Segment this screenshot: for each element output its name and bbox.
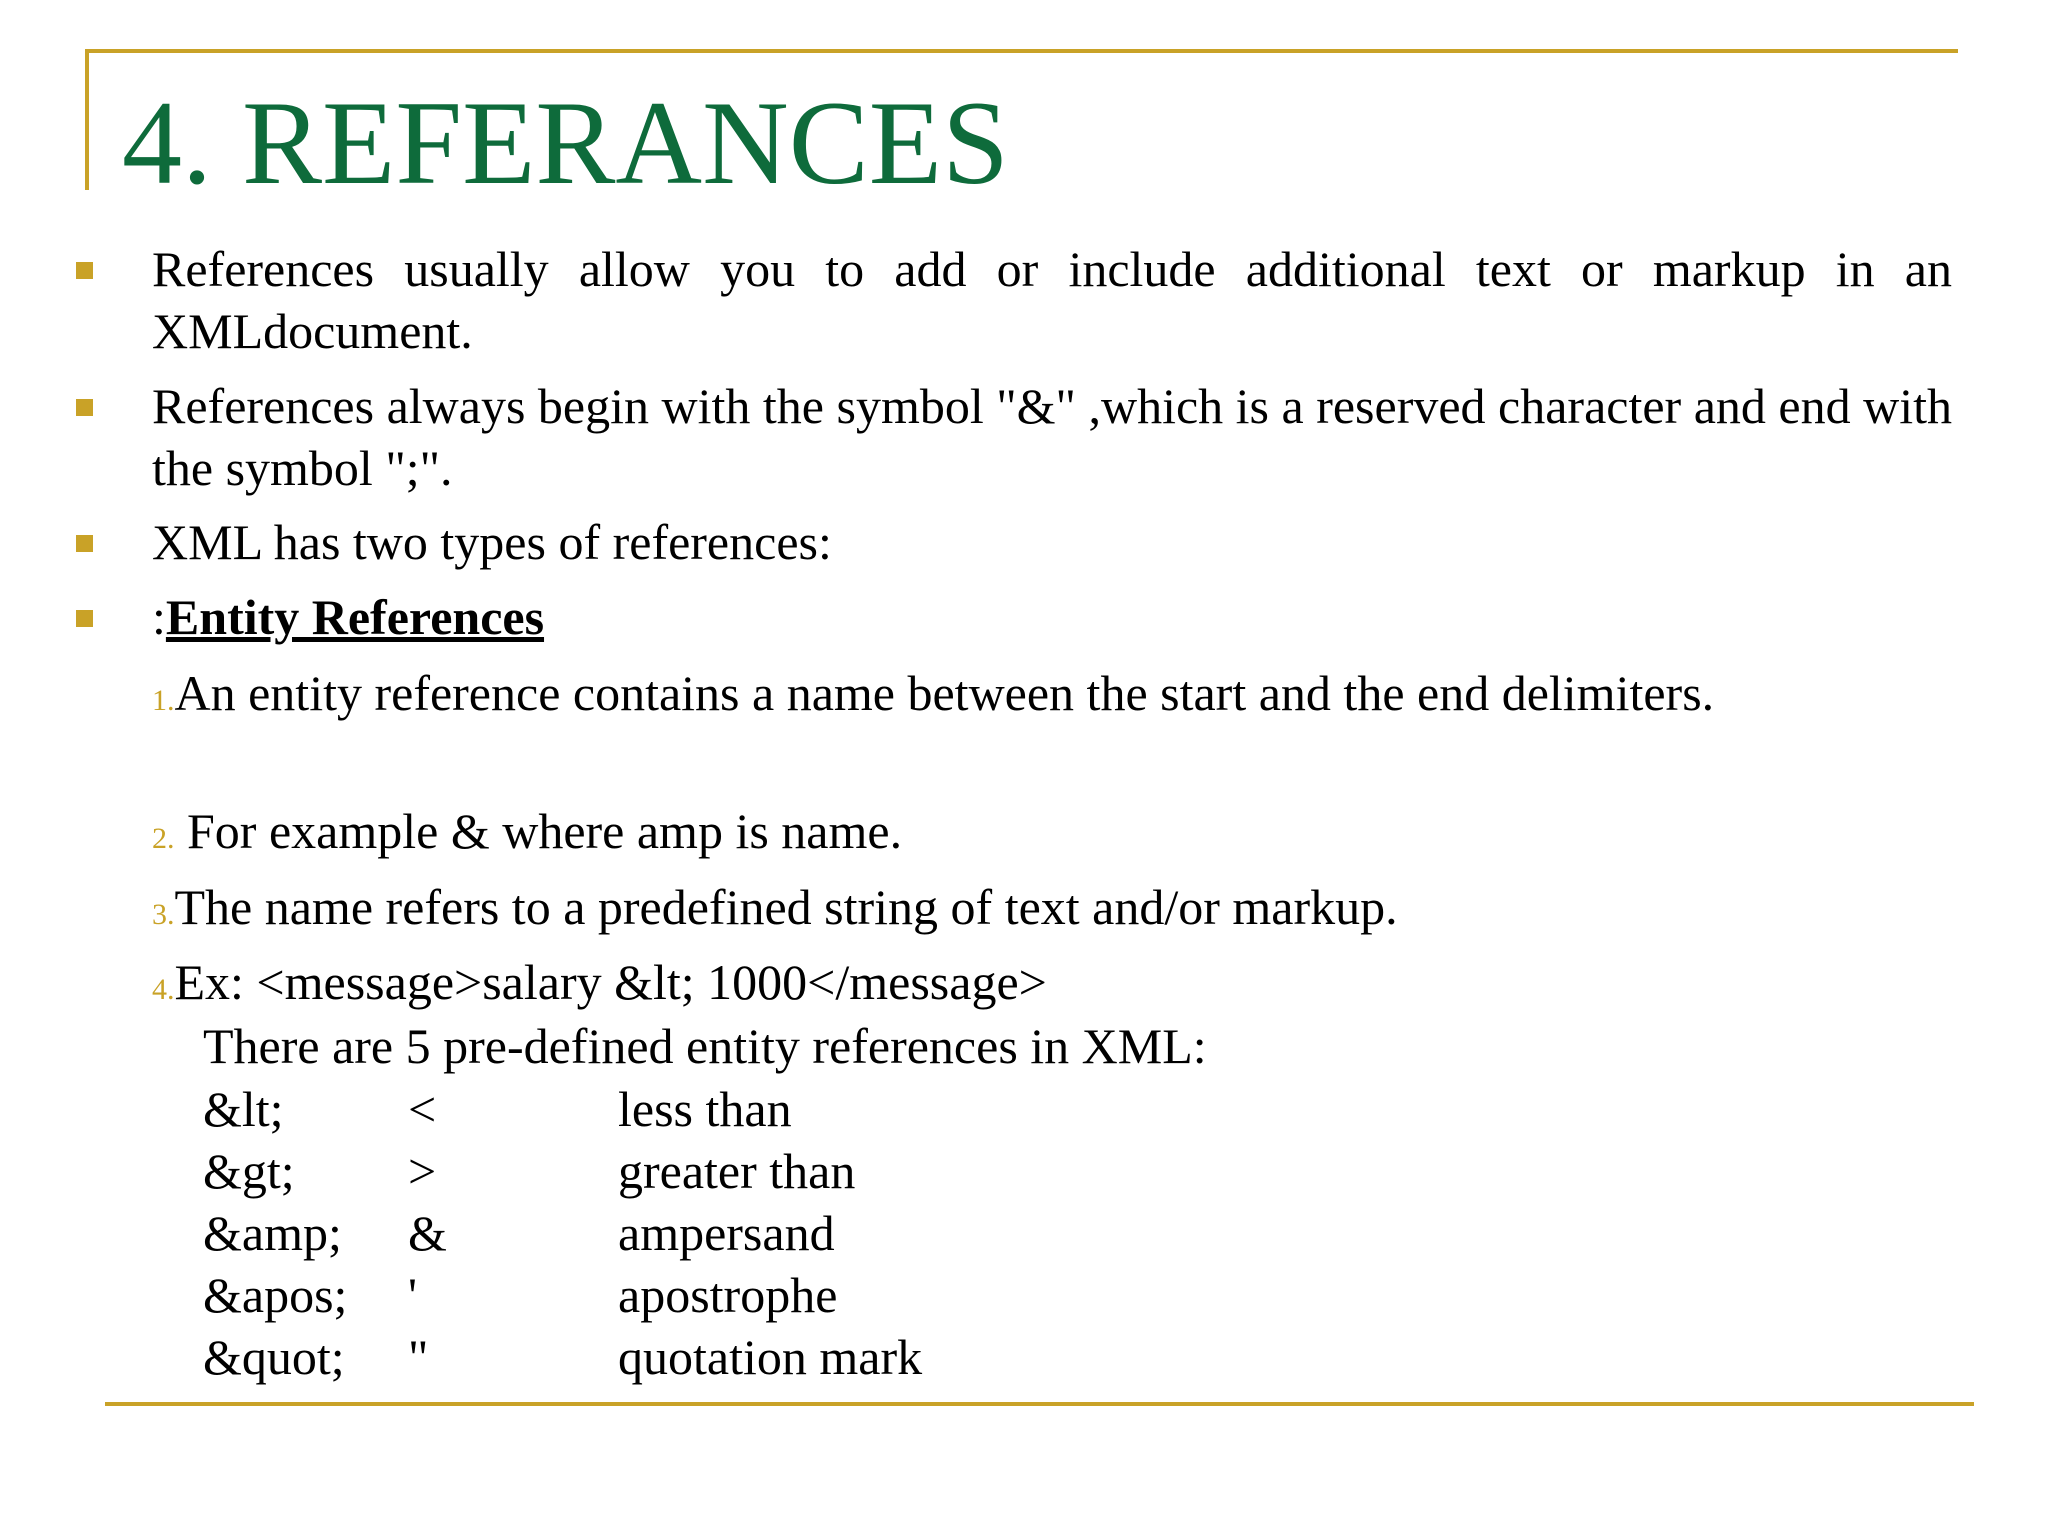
entity-point xyxy=(152,876,1952,946)
entity-point-text: The name refers to a predefined string of text and/or markup. xyxy=(174,879,1398,935)
entity-meaning: ampersand xyxy=(618,1205,835,1261)
entity-meaning: quotation mark xyxy=(618,1329,923,1385)
frame-bottom-rule xyxy=(105,1402,1974,1406)
entity-heading: Entity References xyxy=(165,589,545,645)
frame-top-rule xyxy=(85,49,1958,53)
entity-code: &quot; xyxy=(203,1329,345,1385)
entity-point-number: 2. xyxy=(152,822,175,855)
table-row xyxy=(203,1140,922,1202)
square-bullet-icon xyxy=(76,399,93,416)
slide-title: 4. REFERANCES xyxy=(122,76,1009,209)
entity-meaning: apostrophe xyxy=(618,1267,838,1323)
entity-point-text: Ex: <message>salary &lt; 1000</message> xyxy=(174,954,1047,1010)
entity-heading-prefix: : xyxy=(152,589,166,645)
entity-meaning: less than xyxy=(618,1081,792,1137)
entity-char: " xyxy=(408,1329,429,1385)
entity-code: &lt; xyxy=(203,1081,284,1137)
entity-point xyxy=(152,951,1952,1021)
entity-code: &gt; xyxy=(203,1143,295,1199)
table-row xyxy=(203,1326,922,1388)
table-row xyxy=(203,1202,922,1264)
entity-meaning: greater than xyxy=(618,1143,856,1199)
entity-point xyxy=(152,662,1952,732)
entity-char: ' xyxy=(408,1267,418,1323)
entity-code: &apos; xyxy=(203,1267,348,1323)
entity-char: < xyxy=(408,1081,437,1137)
entity-point-number: 3. xyxy=(152,898,175,931)
entity-code: &amp; xyxy=(203,1205,342,1261)
square-bullet-icon xyxy=(76,262,93,279)
table-row xyxy=(203,1078,922,1140)
frame-left-rule xyxy=(85,49,89,190)
square-bullet-icon xyxy=(76,535,93,552)
entity-point-number: 1. xyxy=(152,684,175,717)
bullet-text: XML has two types of references: xyxy=(152,514,832,570)
entity-char: & xyxy=(408,1205,447,1261)
entity-point-text: An entity reference contains a name between the start and the end delimiters. xyxy=(174,665,1715,721)
bullet-text: References usually allow you to add or include additional text or markup in an XMLdocument. xyxy=(152,241,1952,359)
square-bullet-icon xyxy=(76,610,93,627)
entity-point xyxy=(152,800,1952,870)
predefined-entities-table xyxy=(203,1078,922,1388)
bullet-text: References always begin with the symbol "&" ,which is a reserved character and end with the symbol ";". xyxy=(152,378,1952,496)
entity-point-number: 4. xyxy=(152,973,175,1006)
table-row xyxy=(203,1264,922,1326)
entity-char: > xyxy=(408,1143,437,1199)
entity-point-text: For example & where amp is name. xyxy=(174,803,903,859)
entity-heading-line xyxy=(152,586,1952,648)
predefined-entities-intro: There are 5 pre-defined entity references in XML: xyxy=(203,1018,1207,1074)
